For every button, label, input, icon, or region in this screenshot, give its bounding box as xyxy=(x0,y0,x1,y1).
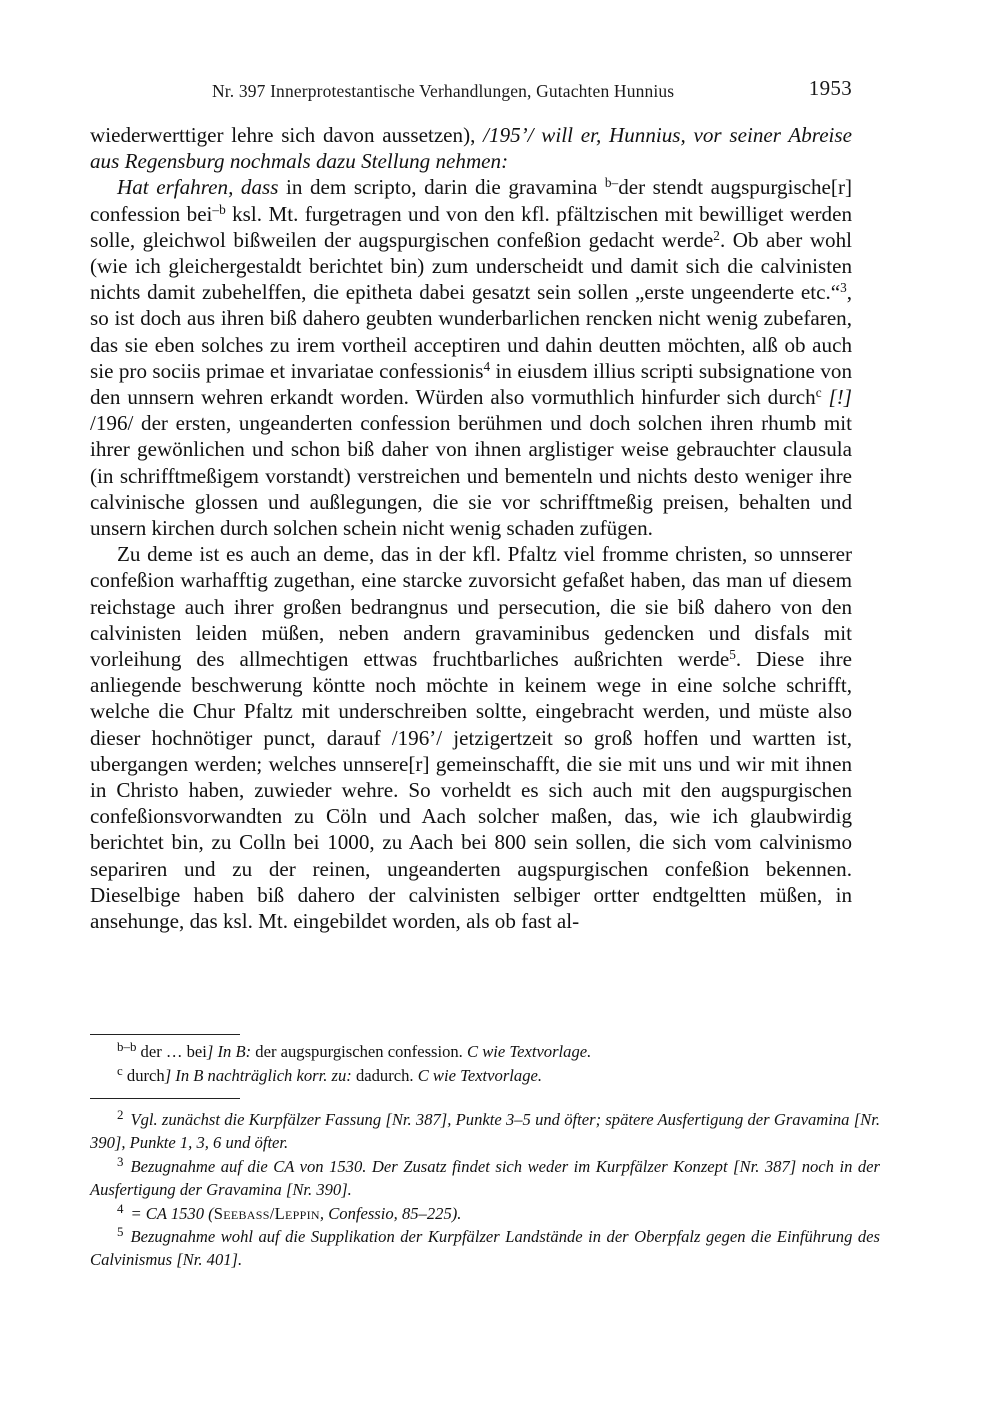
variant-entry xyxy=(90,1040,852,1064)
text-run: der stendt augspurgische[r] confession bei xyxy=(90,175,852,226)
editorial-italic: /195’/ will er, Hunnius, vor seiner Abreise aus Regensburg nochmals dazu Stellung nehmen: xyxy=(90,123,852,174)
running-head-title: Nr. 397 Innerprotestantische Verhandlungen, Gutachten Hunnius xyxy=(212,81,675,101)
variant-source: In B nachträglich korr. zu: xyxy=(175,1066,352,1085)
variant-lemma: der … bei xyxy=(136,1042,207,1061)
footnote-text: Bezugnahme auf die CA von 1530. Der Zusatz findet sich weder im Kurpfälzer Konzept [Nr. 387] noch in der Ausfertigung der Gravamina [Nr. 390]. xyxy=(90,1156,880,1200)
paragraph-zu-deme xyxy=(90,541,852,934)
variant-apparatus xyxy=(90,1040,852,1088)
footnote-text: Vgl. zunächst die Kurpfälzer Fassung [Nr. 387], Punkte 3–5 und öfter; spätere Ausfertigung der Gravamina [Nr. 390], Punkte 1, 3, 6 und öfter. xyxy=(90,1110,880,1153)
footnote-number: 2 xyxy=(117,1107,124,1123)
variant-reading: dadurch. xyxy=(351,1066,418,1085)
editorial-sic: [!] xyxy=(821,385,852,410)
text-run: Zu deme ist es auch an deme, das in der kfl. Pfaltz viel fromme christen, so unnserer confeßion warhafftig zugethan, eine starcke zuvorsicht gefaßet haben, das man uf diesem reichstage auch ihrer großen bedrangnus und persecution, die sie biß dahero von den calvinisten leiden müßen, neben andern gravaminibus gedencken und disfals mit vorleihung des allmechtigen ettwas fruchtbarliches außrichten werde xyxy=(90,542,852,672)
variant-marker-b-open: b– xyxy=(604,175,619,191)
footnote-item xyxy=(90,1155,880,1202)
footnote-ref-5[interactable]: 5 xyxy=(729,647,736,663)
variant-tail: C wie Textvorlage. xyxy=(417,1066,543,1085)
variant-marker-b-close: –b xyxy=(212,201,226,217)
footnote-ref-4[interactable]: 4 xyxy=(483,358,491,374)
text-run: , so ist doch aus ihren biß dahero geubten wunderbarlichen rencken nicht wenig zubefaren, das sie eben solches zu irem vortheil acceptiren und dahin deutten möchten, alß ob auch sie pro sociis primae et invariatae confessionis xyxy=(90,280,852,383)
footnote-text-suffix: , Confessio, 85–225). xyxy=(319,1203,462,1223)
variant-source: In B: xyxy=(217,1042,252,1061)
paragraph-hat-erfahren xyxy=(90,174,852,541)
footnote-number: 4 xyxy=(117,1200,124,1216)
footnote-ref-3[interactable]: 3 xyxy=(840,280,847,296)
footnote-item xyxy=(90,1108,880,1155)
footnote-list xyxy=(90,1108,880,1272)
footnote-number: 5 xyxy=(117,1224,124,1240)
text-run: . Ob aber wohl (wie ich gleichergestaldt berichtet bin) zum underscheidt und damit sich die calvinisten nichts damit zubehelffen, die epitheta dabei gesatzt sein sollen „erste ungeenderte etc.“ xyxy=(90,227,853,305)
footnote-text: Bezugnahme wohl auf die Supplikation der Kurpfälzer Landstände in der Oberpfalz gegen die Einführung des Calvinismus [Nr. 401]. xyxy=(90,1227,880,1270)
variant-reading: der augspurgischen confession. xyxy=(251,1042,467,1061)
text-run: . Diese ihre anliegende beschwerung köntte noch möchte in keinem wege in eine solche schrifft, welche die Chur Pfaltz mit underschreiben soltte, eingebracht werden, und müste also dieser hochnötiger punct, darauf /196’/ jetzigertzeit so groß hoffen und wartten ist, ubergangen werden; welches unnsere[r] gemeinschafft, die sie mit uns und wir mit ihnen in Christo haben, zuwieder wehre. So vorheldt es sich auch mit den augspurgischen confeßionsvorwandten zu Cöln und Aach solcher maßen, das, wie ich glaubwirdig berichtet bin, zu Colln bei 1000, zu Aach bei 800 sein sollen, die sich vom calvinismo separiren und zu der reinen, ungeanderten augspurgischen confeßion bekennen. Dieselbige haben biß dahero der calvinisten selbiger ortter endtgeltten müßen, in ansehunge, das ksl. Mt. eingebildet worden, als ob fast al- xyxy=(90,647,852,934)
variant-marker-c: c xyxy=(815,385,822,401)
variant-label: b–b xyxy=(117,1039,137,1055)
text-run: in eiusdem illius scripti subsignatione von den unnsern wehren erkandt worden. Würden also vormuthlich hinfurder sich durch xyxy=(90,358,852,410)
variant-bracket: ] xyxy=(164,1066,176,1085)
footnote-number: 3 xyxy=(117,1154,124,1169)
text-run: wiederwerttiger lehre sich davon aussetzen), xyxy=(90,123,484,147)
variant-label: c xyxy=(117,1063,123,1079)
apparatus-rule-variants xyxy=(90,1034,240,1035)
page-number: 1953 xyxy=(808,76,852,100)
variant-tail: C wie Textvorlage. xyxy=(466,1042,592,1061)
variant-lemma: durch xyxy=(122,1066,165,1085)
footnote-rule xyxy=(90,1098,240,1099)
body-text xyxy=(90,122,852,934)
text-run: in dem scripto, darin die gravamina xyxy=(278,175,605,200)
footnote-item xyxy=(90,1202,880,1225)
variant-bracket: ] xyxy=(206,1042,218,1061)
footnote-smallcaps-author: Seebass/Leppin xyxy=(213,1203,320,1223)
text-run: ksl. Mt. furgetragen und von den kfl. pfältzischen mit bewilliget werden solle, gleichwol bißweilen der augspurgischen confeßion gedacht werde xyxy=(90,201,852,252)
paragraph-continuation xyxy=(90,122,852,174)
footnote-ref-2[interactable]: 2 xyxy=(713,227,720,243)
running-head xyxy=(90,78,852,104)
text-run: /196/ der ersten, ungeanderten confession berühmen und doch solchen ihren rhumb mit ihrer gewönlichen und schon biß daher von ihnen arglistiger weise gebrauchter clausula (in schrifftmeßigem vorstandt) verstreichen und bementeln und nichts desto weniger ihre calvinische glossen und außlegungen, die sie vor schrifftmeßig preisen, behalten und unsern kirchen durch solchen schein nicht wenig schaden zufügen. xyxy=(90,411,852,541)
footnote-item xyxy=(90,1225,880,1272)
variant-entry xyxy=(90,1064,852,1088)
footnote-text-prefix: = CA 1530 ( xyxy=(130,1203,214,1223)
lemma-italic: Hat erfahren, dass xyxy=(117,175,279,200)
